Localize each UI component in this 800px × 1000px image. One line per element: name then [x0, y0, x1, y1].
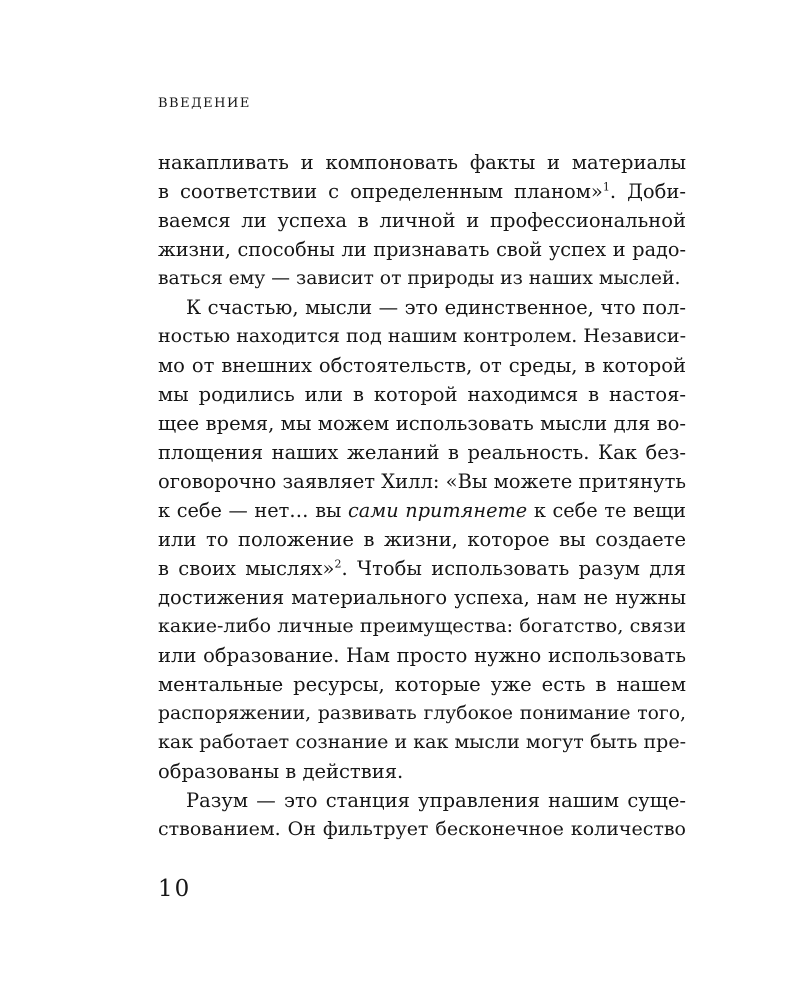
text-line — [158, 583, 686, 612]
text-segment: распоряжении, развивать глубокое понимание того, — [158, 703, 686, 724]
text-line — [158, 264, 686, 293]
text-segment: ваться ему — зависит от природы из наших мыслей. — [158, 268, 681, 289]
body-text — [158, 148, 686, 844]
text-segment: в соответствии с определенным планом» — [158, 180, 603, 203]
text-segment: . Доби- — [609, 180, 686, 203]
footnote-marker[interactable]: 1 — [602, 180, 610, 194]
text-segment: мы родились или в которой находимся в настоя- — [158, 383, 686, 406]
text-line — [158, 467, 686, 496]
text-segment: в своих мыслях» — [158, 557, 335, 580]
text-segment: достижения материального успеха, нам не нужны — [158, 586, 686, 609]
text-line — [158, 177, 686, 206]
text-line — [158, 554, 686, 583]
text-segment: оговорочно заявляет Хилл: «Вы можете притянуть — [158, 470, 686, 493]
text-segment: . Чтобы использовать разум для — [341, 557, 686, 580]
text-segment: площения наших желаний в реальность. Как без- — [158, 441, 686, 464]
text-line — [158, 757, 686, 786]
text-line — [158, 786, 686, 815]
text-line — [158, 409, 686, 438]
text-line — [158, 206, 686, 235]
text-line — [158, 496, 686, 525]
text-segment: ментальные ресурсы, которые уже есть в нашем — [158, 673, 686, 696]
text-line — [158, 293, 686, 322]
text-segment: к себе — нет… вы — [158, 499, 349, 522]
text-line — [158, 641, 686, 670]
text-line — [158, 728, 686, 757]
text-segment: или образование. Нам просто нужно использовать — [158, 644, 686, 667]
text-segment: ваемся ли успеха в личной и профессиональной — [158, 209, 686, 232]
text-line — [158, 438, 686, 467]
text-segment: ностью находится под нашим контролем. Независи- — [158, 325, 686, 347]
text-segment: К счастью, мысли — это единственное, что пол- — [186, 296, 686, 319]
text-segment: жизни, способны ли признавать свой успех и радо- — [158, 238, 686, 261]
text-segment: мо от внешних обстоятельств, от среды, в которой — [158, 354, 686, 377]
text-line — [158, 815, 686, 844]
text-line — [158, 235, 686, 264]
page-number: 10 — [158, 876, 192, 902]
text-segment: образованы в действия. — [158, 760, 404, 783]
text-line — [158, 380, 686, 409]
text-segment: накапливать и компоновать факты и материалы — [158, 151, 686, 174]
text-line — [158, 525, 686, 554]
footnote-marker[interactable]: 2 — [334, 557, 342, 571]
text-line — [158, 322, 686, 351]
chapter-header: введение — [158, 90, 251, 112]
text-segment: или то положение в жизни, которое вы создаете — [158, 528, 686, 551]
text-line — [158, 699, 686, 728]
text-segment: какие-либо личные преимущества: богатство, связи — [158, 615, 686, 637]
text-line — [158, 612, 686, 641]
text-segment: Разум — это станция управления нашим суще- — [186, 789, 686, 812]
text-segment: щее время, мы можем использовать мысли для во- — [158, 412, 686, 435]
text-line — [158, 670, 686, 699]
text-segment: к себе те вещи — [527, 499, 686, 522]
text-segment: как работает сознание и как мысли могут быть пре- — [158, 731, 686, 753]
italic-emphasis: сами притянете — [348, 499, 528, 522]
text-line — [158, 148, 686, 177]
text-line — [158, 351, 686, 380]
text-segment: ствованием. Он фильтрует бесконечное количество — [158, 818, 686, 840]
